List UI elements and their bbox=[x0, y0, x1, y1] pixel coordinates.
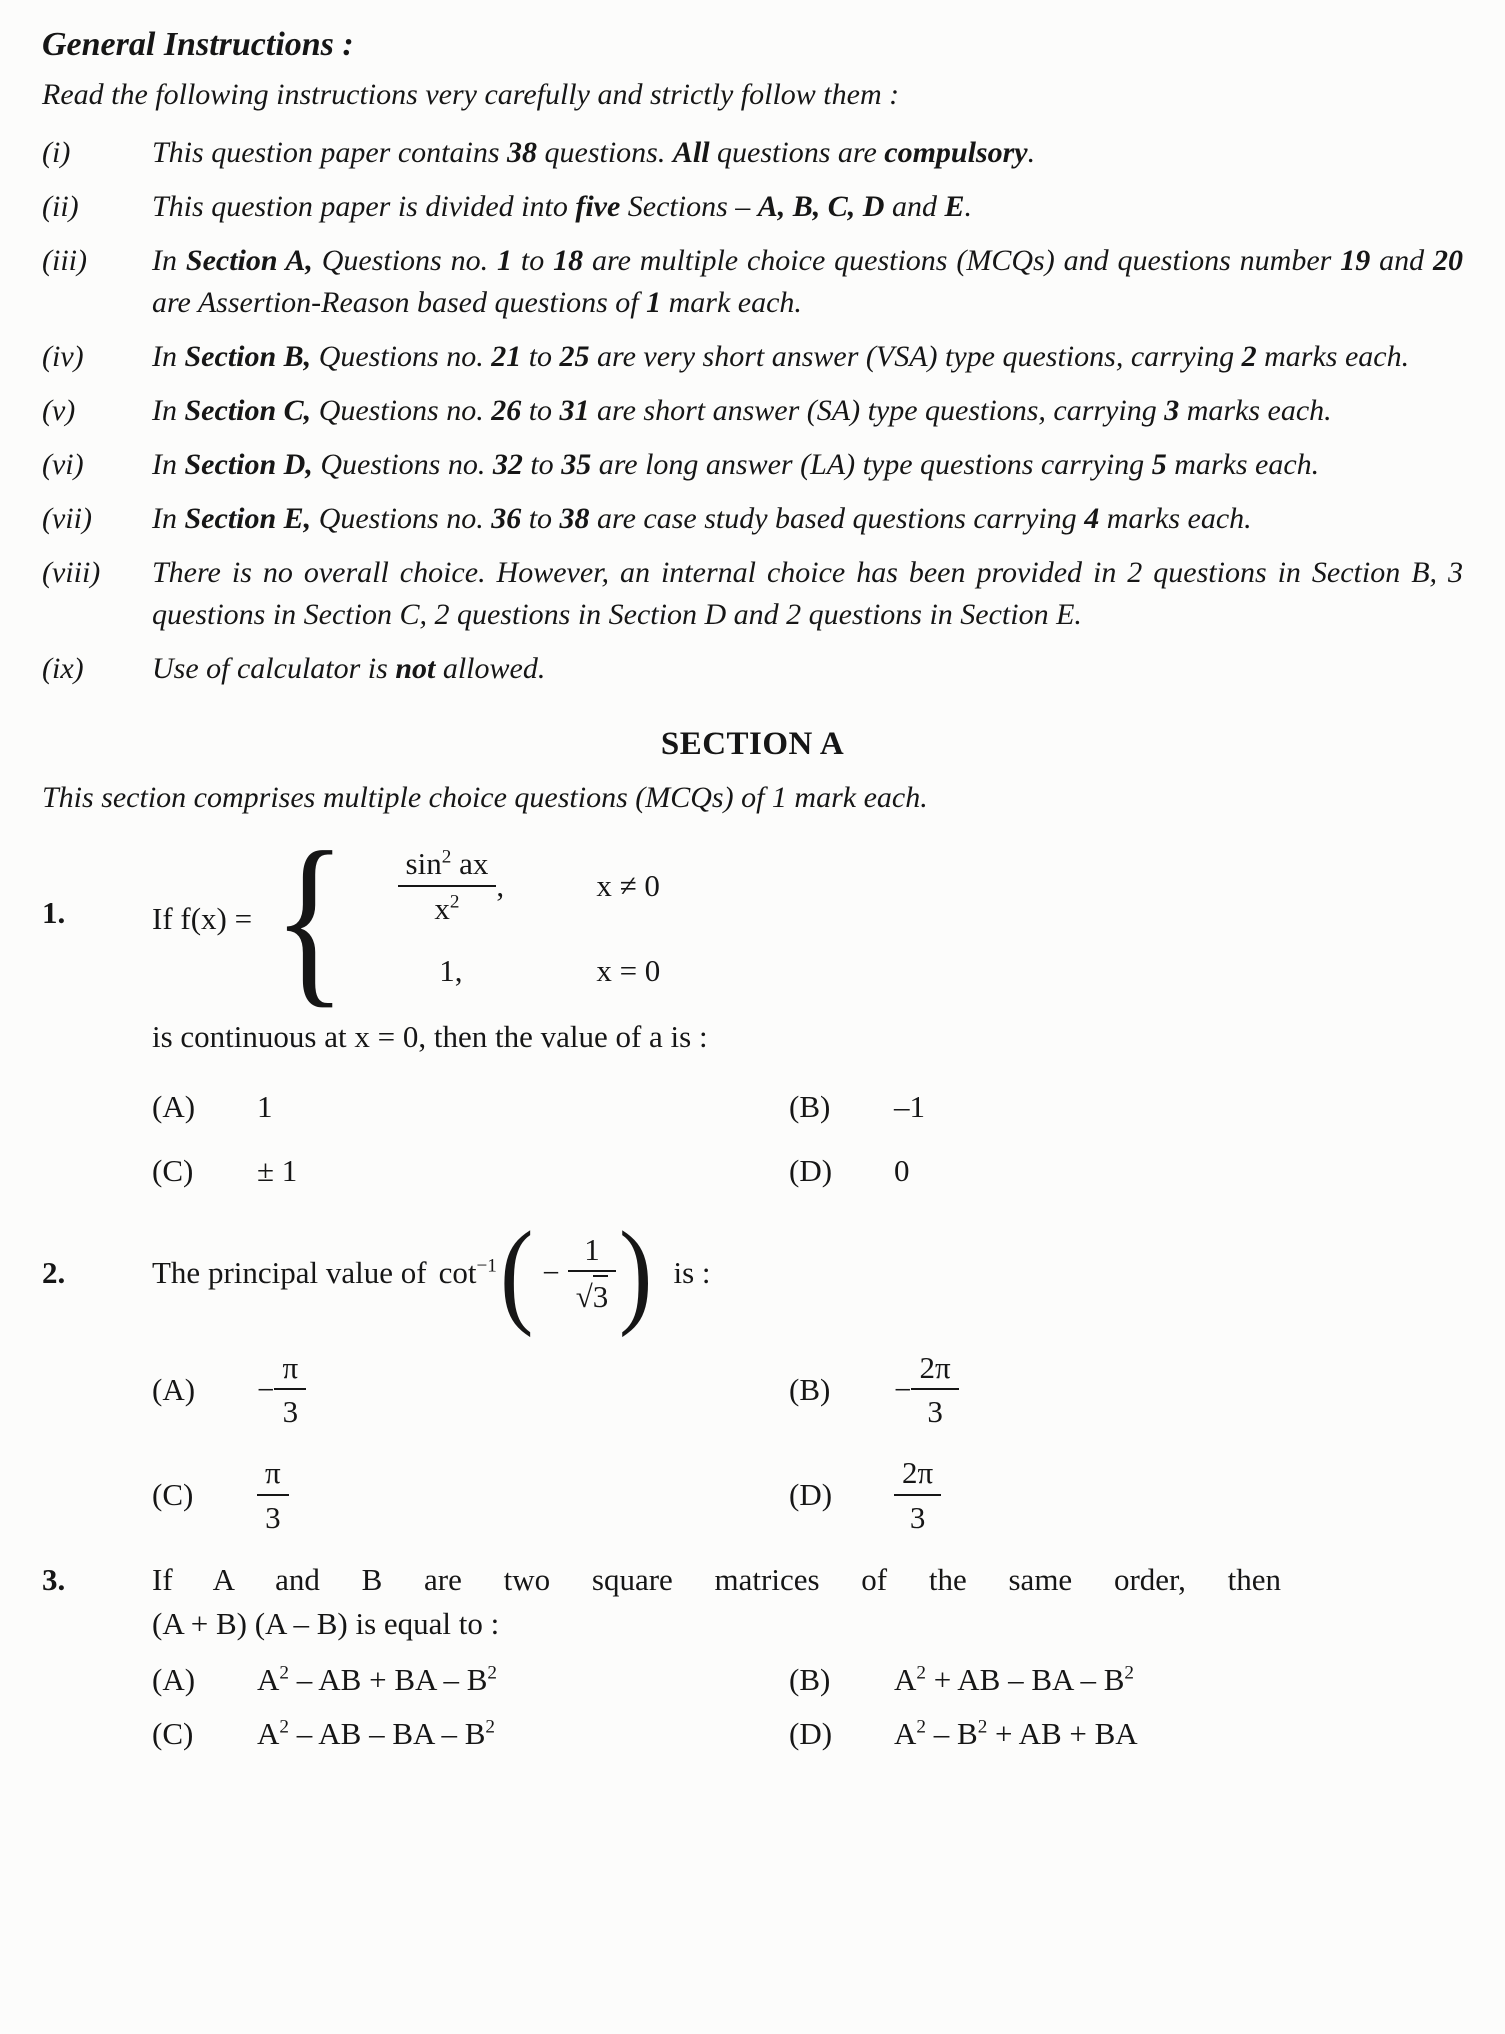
option-a bbox=[152, 1349, 789, 1430]
instruction-text: There is no overall choice. However, an internal choice has been provided in 2 questions in Section B, 3 questions in Section C, 2 questions in Section D and 2 questions in Section E. bbox=[152, 556, 1463, 631]
option-value: $A^2$ – AB + BA – $B^2$ bbox=[257, 1661, 497, 1697]
instruction-text: Use of calculator is not allowed. bbox=[152, 652, 546, 685]
option-value bbox=[894, 1349, 959, 1430]
piecewise-case-1 bbox=[363, 845, 660, 926]
option-label: (D) bbox=[789, 1715, 833, 1751]
close-paren: ) bbox=[619, 1207, 653, 1338]
fraction bbox=[568, 1231, 617, 1315]
instruction-text: In Section A, Questions no. 1 to 18 are multiple choice questions (MCQs) and questions number 19 and 20 are Assertion-Reason based questions of 1 mark each. bbox=[152, 244, 1464, 319]
instruction-item-v bbox=[42, 390, 1463, 432]
instruction-text: In Section E, Questions no. 36 to 38 are case study based questions carrying 4 marks each. bbox=[152, 502, 1252, 535]
option-d bbox=[789, 1454, 1463, 1535]
question-3-line-2: (A + B) (A – B) is equal to : bbox=[152, 1605, 500, 1641]
instruction-numeral: (vi) bbox=[42, 448, 84, 481]
curly-brace: { bbox=[273, 814, 347, 1024]
fraction-denominator: 3 bbox=[274, 1388, 306, 1430]
question-1-lead: If f(x) = bbox=[152, 901, 253, 936]
fraction bbox=[911, 1349, 958, 1430]
option-value bbox=[894, 1454, 941, 1535]
fraction-numerator: 1 bbox=[584, 1231, 600, 1267]
question-2 bbox=[42, 1207, 1463, 1536]
case-value: 1, bbox=[439, 952, 463, 988]
question-3-line-1: If A and B are two square matrices of the same order, then bbox=[152, 1561, 1281, 1597]
option-value: $A^2 - B^2$ + AB + BA bbox=[894, 1715, 1138, 1751]
question-1-options bbox=[152, 1085, 1463, 1193]
piecewise-cases bbox=[363, 845, 660, 992]
case-condition: x = 0 bbox=[596, 952, 661, 988]
question-1 bbox=[42, 814, 1463, 1193]
question-3-number: 3. bbox=[42, 1561, 66, 1597]
option-b bbox=[789, 1349, 1463, 1430]
case-condition: x ≠ 0 bbox=[596, 868, 660, 903]
instruction-numeral: (iv) bbox=[42, 340, 84, 373]
question-1-number: 1. bbox=[42, 895, 66, 930]
open-paren: ( bbox=[499, 1207, 534, 1338]
question-3-text bbox=[152, 1558, 1281, 1646]
instruction-item-ix bbox=[42, 648, 1463, 690]
question-2-lead: The principal value of bbox=[152, 1255, 427, 1290]
instruction-item-vi bbox=[42, 444, 1463, 486]
question-2-formula bbox=[152, 1207, 711, 1338]
option-value: ± 1 bbox=[257, 1153, 298, 1188]
fraction bbox=[894, 1454, 941, 1535]
option-label: (A) bbox=[152, 1661, 196, 1697]
option-value: 1 bbox=[257, 1089, 273, 1124]
option-label: (B) bbox=[789, 1089, 831, 1124]
option-value: $A^2$ + AB – BA – $B^2$ bbox=[894, 1661, 1134, 1697]
cot-inverse: $\cot^{-1}$ bbox=[438, 1255, 497, 1290]
fraction-numerator: π bbox=[265, 1455, 281, 1491]
instruction-item-viii bbox=[42, 552, 1463, 636]
comma: , bbox=[496, 868, 505, 903]
fraction-denominator bbox=[568, 1270, 617, 1315]
question-2-tail: is : bbox=[673, 1255, 711, 1290]
instruction-numeral: (v) bbox=[42, 394, 76, 427]
fraction bbox=[398, 845, 497, 926]
option-b bbox=[789, 1085, 1463, 1129]
option-label: (B) bbox=[789, 1661, 831, 1697]
option-label: (D) bbox=[789, 1153, 833, 1188]
instruction-numeral: (vii) bbox=[42, 502, 92, 535]
option-c bbox=[152, 1712, 789, 1756]
radicand: 3 bbox=[593, 1275, 609, 1315]
instruction-numeral: (viii) bbox=[42, 556, 101, 589]
question-3 bbox=[42, 1558, 1463, 1756]
option-label: (C) bbox=[152, 1715, 194, 1751]
instruction-text: In Section B, Questions no. 21 to 25 are very short answer (VSA) type questions, carrying 2 marks each. bbox=[152, 340, 1410, 373]
instruction-item-iv bbox=[42, 336, 1463, 378]
option-a bbox=[152, 1658, 789, 1702]
instruction-item-iii bbox=[42, 240, 1463, 324]
option-c bbox=[152, 1454, 789, 1535]
question-1-formula bbox=[152, 814, 661, 1024]
option-label: (A) bbox=[152, 1371, 196, 1407]
section-a-heading: SECTION A bbox=[660, 726, 845, 762]
instruction-item-vii bbox=[42, 498, 1463, 540]
fraction-denominator: 3 bbox=[894, 1494, 941, 1536]
option-d bbox=[789, 1149, 1463, 1193]
instruction-item-i bbox=[42, 132, 1463, 174]
instruction-item-ii bbox=[42, 186, 1463, 228]
option-b bbox=[789, 1658, 1463, 1702]
fraction-numerator: 2π bbox=[902, 1455, 934, 1491]
option-a bbox=[152, 1085, 789, 1129]
instruction-numeral: (iii) bbox=[42, 244, 87, 277]
fraction-numerator: 2π bbox=[919, 1350, 951, 1385]
option-d bbox=[789, 1712, 1463, 1756]
fraction-denominator: 3 bbox=[911, 1388, 958, 1430]
option-label: (A) bbox=[152, 1089, 196, 1124]
option-value: –1 bbox=[894, 1089, 925, 1124]
question-3-options bbox=[152, 1658, 1463, 1756]
fraction bbox=[257, 1454, 289, 1535]
option-value bbox=[257, 1454, 289, 1535]
option-value: $A^2$ – AB – BA – $B^2$ bbox=[257, 1715, 495, 1751]
instruction-text: This question paper contains 38 questions. All questions are compulsory. bbox=[152, 136, 1036, 169]
instruction-numeral: (ii) bbox=[42, 190, 79, 223]
option-value: 0 bbox=[894, 1153, 910, 1188]
fraction-denominator: 3 bbox=[257, 1494, 289, 1536]
minus-sign: − bbox=[542, 1255, 560, 1290]
fraction-numerator: π bbox=[282, 1350, 299, 1385]
option-value bbox=[257, 1349, 306, 1430]
option-label: (C) bbox=[152, 1477, 194, 1513]
question-2-options bbox=[152, 1349, 1463, 1536]
question-2-number: 2. bbox=[42, 1255, 66, 1290]
general-instructions-title: General Instructions : bbox=[42, 26, 354, 63]
instruction-numeral: (ix) bbox=[42, 652, 84, 685]
radical-sign: √ bbox=[575, 1279, 593, 1314]
section-a-intro: This section comprises multiple choice questions (MCQs) of 1 mark each. bbox=[42, 781, 928, 814]
instruction-text: This question paper is divided into five Sections – A, B, C, D and E. bbox=[152, 190, 972, 223]
option-label: (C) bbox=[152, 1153, 194, 1188]
instruction-text: In Section D, Questions no. 32 to 35 are long answer (LA) type questions carrying 5 marks each. bbox=[152, 448, 1320, 481]
instruction-text: In Section C, Questions no. 26 to 31 are short answer (SA) type questions, carrying 3 marks each. bbox=[152, 394, 1332, 427]
question-1-continuation: is continuous at x = 0, then the value of a is : bbox=[152, 1019, 708, 1054]
minus-sign: − bbox=[257, 1371, 275, 1407]
instructions-subtitle: Read the following instructions very carefully and strictly follow them : bbox=[42, 78, 900, 111]
fraction bbox=[274, 1349, 306, 1430]
piecewise-case-2 bbox=[363, 949, 660, 993]
fraction-numerator: $\sin^2$ ax bbox=[405, 846, 489, 882]
option-c bbox=[152, 1149, 789, 1193]
option-label: (B) bbox=[789, 1371, 831, 1407]
fraction-denominator: $x^2$ bbox=[398, 885, 497, 927]
minus-sign: − bbox=[894, 1371, 912, 1407]
option-label: (D) bbox=[789, 1477, 833, 1513]
instruction-numeral: (i) bbox=[42, 136, 71, 169]
